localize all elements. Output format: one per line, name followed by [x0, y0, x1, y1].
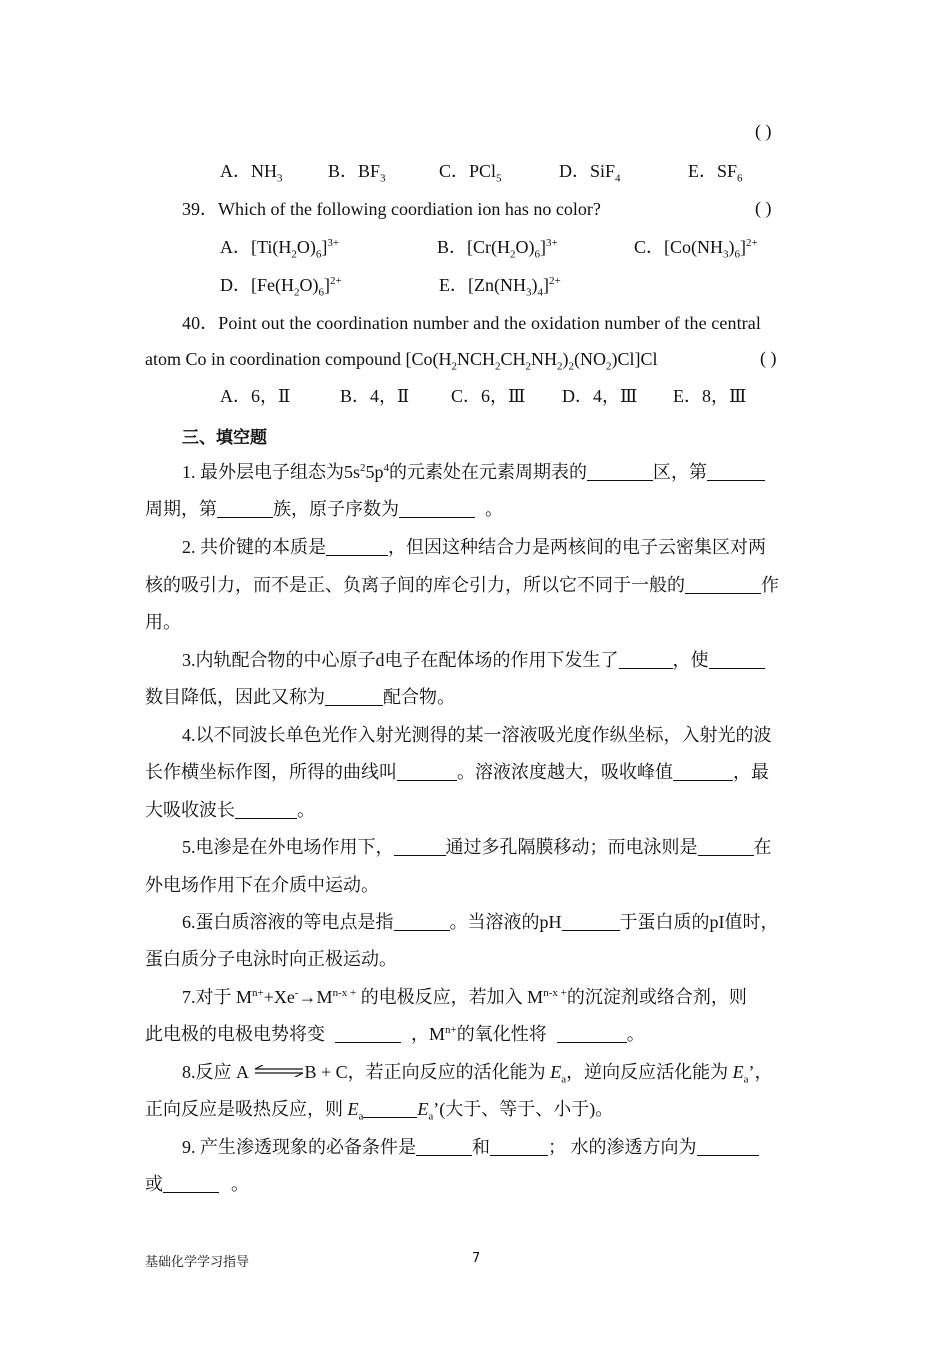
q38-option-e: E．$SF_6$: [688, 161, 743, 185]
answer-blank[interactable]: [397, 762, 457, 781]
q40-option-e: E．8，Ⅲ: [673, 386, 747, 406]
q39-option-c: C．$[Co(NH_3)_6]^{2+}$: [634, 237, 758, 261]
fill-q7-line2: 此电极的电极电势将变 ，$M^{n+}$的氧化性将 。: [145, 1024, 645, 1044]
fill-q6-line1: 6.蛋白质溶液的等电点是指 。当溶液的pH 于蛋白质的pI值时，: [182, 912, 779, 932]
fill-q4-line3: 大吸收波长 。: [145, 800, 315, 820]
q40-option-b: B．4，Ⅱ: [340, 386, 410, 406]
answer-blank[interactable]: [697, 1137, 759, 1156]
answer-blank[interactable]: [709, 650, 765, 669]
q40-question-line1: 40．Point out the coordination number and the oxidation number of the central: [182, 313, 761, 333]
fill-q6-line2: 蛋白质分子电泳时向正极运动。: [145, 949, 397, 969]
fill-q4-line1: 4.以不同波长单色光作入射光测得的某一溶液吸光度作纵坐标，入射光的波: [182, 725, 772, 745]
fill-q1-line2: 周期，第 族，原子序数为 。: [145, 499, 503, 519]
answer-blank[interactable]: [707, 462, 765, 481]
fill-q5-line1: 5.电渗是在外电场作用下， 通过多孔隔膜移动；而电泳则是 在: [182, 837, 772, 857]
answer-blank[interactable]: [235, 800, 297, 819]
footer-book-title: 基础化学学习指导: [145, 1255, 250, 1270]
fill-q5-line2: 外电场作用下在介质中运动。: [145, 875, 379, 895]
answer-blank[interactable]: [394, 912, 450, 931]
answer-paren: ( ): [760, 348, 777, 368]
fill-q4-line2: 长作横坐标作图，所得的曲线叫 。溶液浓度越大，吸收峰值 ，最: [145, 762, 769, 782]
fill-q7-line1: 7.对于 $M^{n+}+Xe^-\to M^{n-x +}$ 的电极反应，若加入 $M^{n-x +}$的沉淀剂或络合剂，则: [182, 987, 747, 1007]
answer-paren: ( ): [755, 198, 772, 218]
fill-q1-line1: 1. 最外层电子组态为$5s^25p^4$的元素处在元素周期表的 区，第: [182, 461, 810, 483]
fill-q2-line2: 核的吸引力，而不是正、负离子间的库仑引力，所以它不同于一般的 作: [145, 575, 779, 595]
page-number: 7: [472, 1251, 481, 1266]
answer-blank[interactable]: [335, 1024, 401, 1043]
answer-blank[interactable]: [587, 462, 653, 481]
fill-q2-line1: 2. 共价键的本质是 ，但因这种结合力是两核间的电子云密集区对两: [182, 537, 766, 557]
fill-q3-line1: 3.内轨配合物的中心原子d电子在配体场的作用下发生了 ，使: [182, 649, 810, 671]
q38-option-b: B．$BF_3$: [328, 161, 386, 185]
answer-blank[interactable]: [619, 650, 673, 669]
answer-blank[interactable]: [363, 1099, 417, 1118]
fill-q2-line3: 用。: [145, 612, 181, 632]
answer-blank[interactable]: [394, 837, 446, 856]
q38-option-c: C．PCl$_5$: [439, 161, 502, 185]
answer-blank[interactable]: [416, 1137, 472, 1156]
answer-blank[interactable]: [685, 575, 761, 594]
fill-q8-line2: 正向反应是吸热反应，则 $E_a$ $E_a$’(大于、等于、小于)。: [145, 1099, 614, 1123]
q39-option-b: B．$[Cr(H_2O)_6]^{3+}$: [437, 237, 558, 261]
q39-option-d: D．$[Fe(H_2O)_6]^{2+}$: [220, 275, 342, 299]
answer-blank[interactable]: [673, 762, 733, 781]
q40-option-c: C．6，Ⅲ: [451, 386, 526, 406]
fill-q8-line1: 8.反应 A B + C，若正向反应的活化能为 $E_a$，逆向反应活化能为 $E_a$’，: [182, 1062, 773, 1086]
answer-blank[interactable]: [698, 837, 754, 856]
fill-q3-line2: 数目降低，因此又称为 配合物。: [145, 687, 455, 707]
answer-paren: ( ): [755, 121, 772, 141]
answer-blank[interactable]: [325, 687, 383, 706]
section-heading: 三、填空题: [182, 428, 267, 448]
q39-question: 39．Which of the following coordiation ion has no color?: [182, 199, 601, 219]
answer-blank[interactable]: [217, 499, 273, 518]
q40-option-a: A．6，Ⅱ: [220, 386, 291, 406]
q38-option-a: A．$NH_3$: [220, 161, 283, 185]
fill-q9-line1: 9. 产生渗透现象的必备条件是 和 ； 水的渗透方向为: [182, 1136, 810, 1158]
answer-blank[interactable]: [562, 912, 620, 931]
answer-blank[interactable]: [557, 1024, 627, 1043]
answer-blank[interactable]: [399, 499, 475, 518]
fill-q9-line2: 或 。: [145, 1174, 249, 1194]
answer-blank[interactable]: [490, 1137, 548, 1156]
answer-blank[interactable]: [163, 1174, 219, 1193]
equilibrium-arrow-icon: [253, 1065, 305, 1077]
q39-option-e: E．$[Zn(NH_3)_4]^{2+}$: [439, 275, 561, 299]
q39-option-a: A．$[Ti(H_2O)_6]^{3+}$: [220, 237, 340, 261]
q40-option-d: D．4，Ⅲ: [562, 386, 638, 406]
q38-option-d: D．SiF$_4$: [559, 161, 621, 185]
q40-question-line2: atom Co in coordination compound $[Co(H_2NCH_2CH_2NH_2)_2(NO_2)Cl]Cl$: [145, 349, 658, 373]
answer-blank[interactable]: [326, 537, 388, 556]
